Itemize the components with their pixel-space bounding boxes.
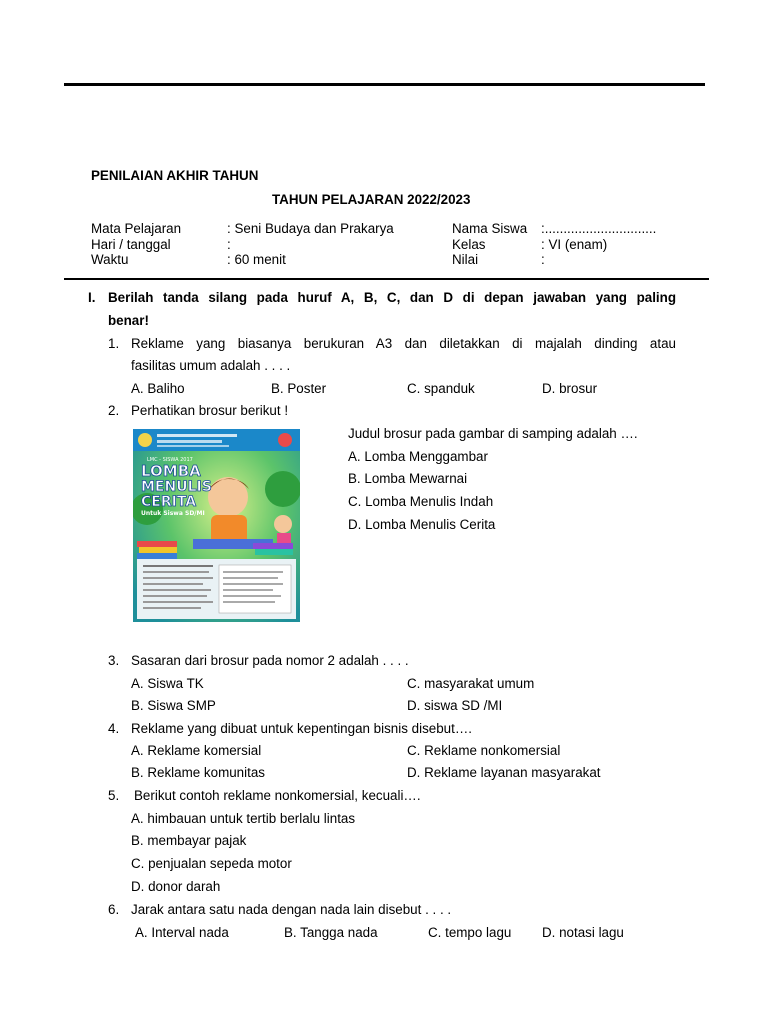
q4-option-b: B. Reklame komunitas [131,765,265,780]
q3-option-d: D. siswa SD /MI [407,698,503,713]
q5-option-c: C. penjualan sepeda motor [131,856,292,871]
q2-text: Perhatikan brosur berikut ! [131,403,289,418]
q3-option-a: A. Siswa TK [131,676,204,691]
poster-tag: LMC - SISWA 2017 [147,457,193,463]
q4-text: Reklame yang dibuat untuk kepentingan bisnis disebut…. [131,721,472,736]
q6-text: Jarak antara satu nada dengan nada lain disebut . . . . [131,902,452,917]
q3-option-c: C. masyarakat umum [407,676,535,691]
q3-text: Sasaran dari brosur pada nomor 2 adalah . . . . [131,653,409,668]
poster-title-3: CERITA [141,494,197,510]
date-value: : [227,237,231,252]
q5-option-d: D. donor darah [131,879,221,894]
subject-value: : Seni Budaya dan Prakarya [227,221,394,236]
q5-option-a: A. himbauan untuk tertib berlalu lintas [131,811,356,826]
time-label: Waktu [91,252,129,267]
subject-label: Mata Pelajaran [91,221,182,236]
q4-option-d: D. Reklame layanan masyarakat [407,765,601,780]
q6-option-c: C. tempo lagu [428,925,512,940]
q2-option-d: D. Lomba Menulis Cerita [348,517,496,532]
q2-option-c: C. Lomba Menulis Indah [348,494,494,509]
poster-title-1: LOMBA [141,462,201,480]
q5-option-b: B. membayar pajak [131,833,247,848]
student-name-value: :.............................. [541,221,657,236]
class-label: Kelas [452,237,486,252]
q4-option-a: A. Reklame komersial [131,743,262,758]
q6-option-b: B. Tangga nada [284,925,378,940]
exam-title: PENILAIAN AKHIR TAHUN [91,168,259,183]
q1-option-d: D. brosur [542,381,598,396]
q2-option-b: B. Lomba Mewarnai [348,471,468,486]
q4-number: 4. [108,721,120,736]
q1-option-b: B. Poster [271,381,327,396]
q1-option-c: C. spanduk [407,381,475,396]
q1-text-line2: fasilitas umum adalah . . . . [131,358,291,373]
poster-title-2: MENULIS [141,479,212,495]
q6-option-a: A. Interval nada [135,925,229,940]
q1-number: 1. [108,336,120,351]
score-label: Nilai [452,252,479,267]
section-number: I. [88,290,96,305]
q1-option-a: A. Baliho [131,381,185,396]
q2-option-a: A. Lomba Menggambar [348,449,488,464]
q2-question: Judul brosur pada gambar di samping adalah …. [348,426,638,441]
date-label: Hari / tanggal [91,237,171,252]
header-divider [64,278,709,280]
exam-year: TAHUN PELAJARAN 2022/2023 [272,192,471,207]
time-value: : 60 menit [227,252,286,267]
poster-subtitle: Untuk Siswa SD/MI [141,510,205,517]
q6-option-d: D. notasi lagu [542,925,624,940]
q2-number: 2. [108,403,120,418]
section-instruction-line1: Berilah tanda silang pada huruf A, B, C, dan D di depan jawaban yang paling [108,290,676,305]
q3-option-b: B. Siswa SMP [131,698,216,713]
section-instruction-line2: benar! [108,313,149,328]
score-value: : [541,252,545,267]
class-value: : VI (enam) [541,237,608,252]
q3-number: 3. [108,653,120,668]
q6-number: 6. [108,902,120,917]
q1-text-line1: Reklame yang biasanya berukuran A3 dan diletakkan di majalah dinding atau [131,336,676,351]
top-rule [64,83,705,86]
q5-text: Berikut contoh reklame nonkomersial, kecuali…. [134,788,421,803]
q4-option-c: C. Reklame nonkomersial [407,743,561,758]
student-name-label: Nama Siswa [452,221,528,236]
brochure-image [133,429,300,622]
q5-number: 5. [108,788,120,803]
